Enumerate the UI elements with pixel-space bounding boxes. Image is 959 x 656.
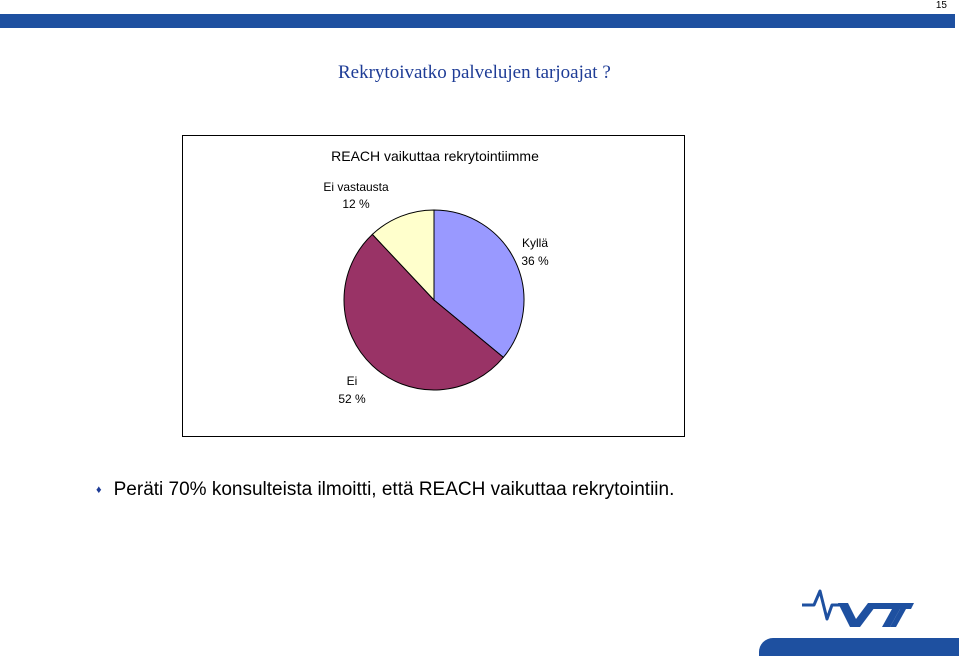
label-ei-vastausta: Ei vastausta	[323, 180, 389, 194]
vtt-logo-icon	[800, 585, 915, 630]
bottom-bar	[759, 638, 959, 656]
chart-frame	[182, 135, 685, 437]
slide-title: Rekrytoivatko palvelujen tarjoajat ?	[338, 62, 611, 83]
label-ei: Ei	[346, 374, 358, 388]
page-number: 15	[935, 0, 947, 11]
bullet-text: Peräti 70% konsulteista ilmoitti, että REACH vaikuttaa rekrytointiin.	[113, 479, 675, 500]
label-kylla-value: 36 %	[521, 254, 549, 268]
label-ei-value: 52 %	[338, 392, 366, 406]
bullet-row	[96, 479, 674, 501]
pie-chart	[183, 136, 686, 438]
pie-slices	[344, 210, 524, 390]
top-bar	[0, 14, 955, 28]
label-kylla: Kyllä	[521, 236, 549, 250]
diamond-bullet-icon: ♦	[96, 484, 102, 496]
chart-title: REACH vaikuttaa rekrytointiimme	[331, 148, 539, 164]
label-ei-vastausta-value: 12 %	[342, 197, 370, 211]
